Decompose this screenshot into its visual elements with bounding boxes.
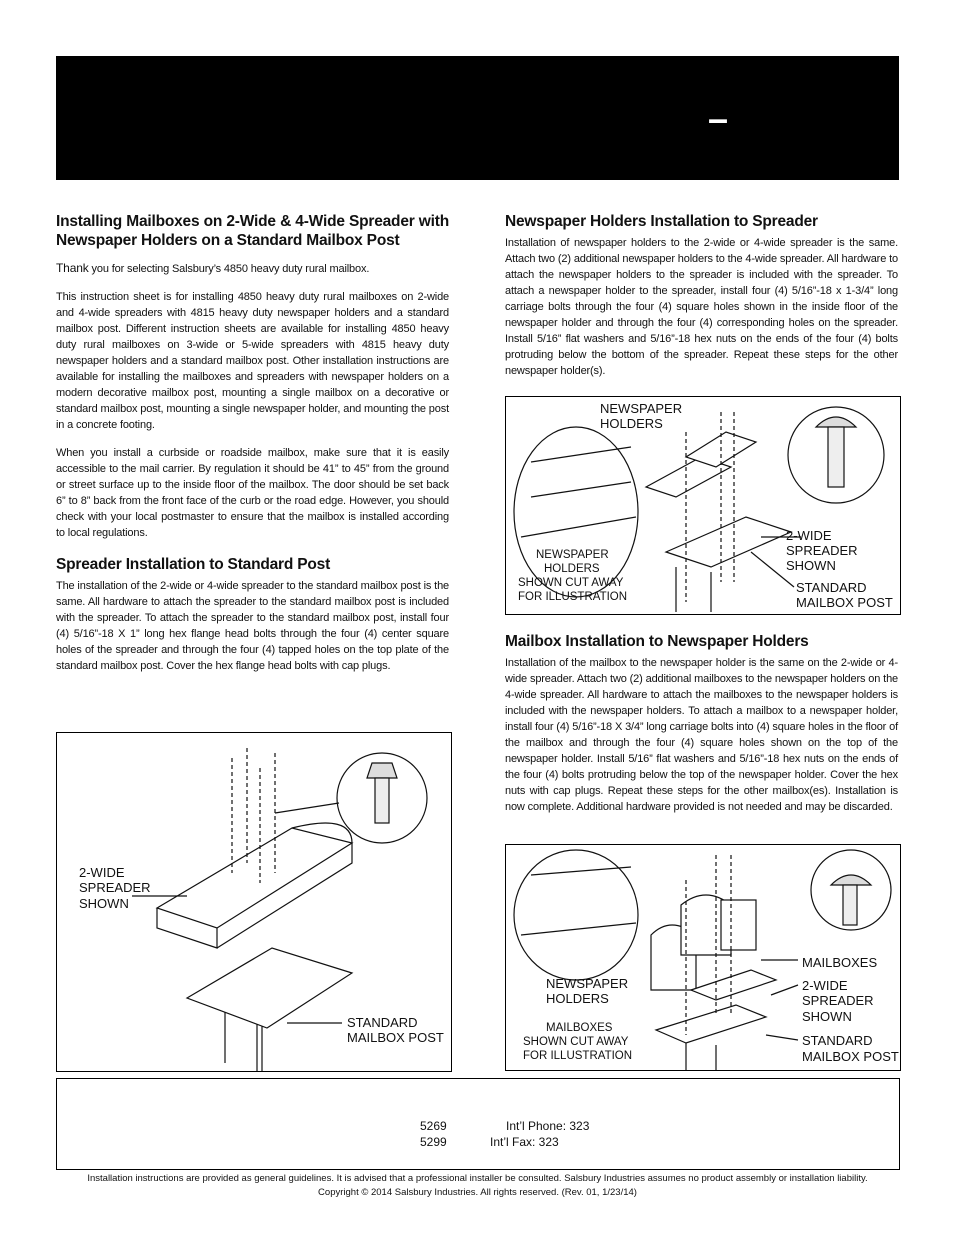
figure-holders-spreader-drawing	[506, 397, 900, 614]
mailbox-section	[505, 632, 898, 827]
newspaper-paragraph: Installation of newspaper holders to the 2-wide or 4-wide spreader is the same. Attach two (2) additional newspaper holders to the 4-wide spreader. All hardware to attach the newspaper holders to the spreader is included with the spreader. To attach a newspaper holder to the spreader, install four (4) 5/16”-18 x 1-3/4” long carriage bolts through the four (4) square holes shown in the inside floor of the newspaper holder and through the four (4) corresponding holes on the spreader. Install 5/16” flat washers and 5/16”-18 hex nuts on the ends of the four (4) bolts protruding below the bottom of the spreader. Repeat these steps for the other newspaper holder(s).	[505, 237, 898, 377]
thank-paragraph	[56, 260, 449, 277]
fig2-label-cut-4: FOR ILLUSTRATION	[518, 591, 628, 603]
intl-phone: Int’l Phone: 323	[506, 1119, 590, 1133]
fig2-label-spreader-1: 2-WIDE	[786, 528, 832, 543]
fig3-label-post-2: MAILBOX POST	[802, 1049, 899, 1064]
mailbox-paragraph: Installation of the mailbox to the newspaper holder is the same on the 2-wide or 4-wide spreader. Attach two (2) additional mailboxes to the newspaper holders on the 4-wide spreader. All hardware to attach the mailboxes to the newspaper holders is included with the newspaper holders. To attach a mailbox to a newspaper holder, install four (4) 5/16”-18 X 3/4” long carriage bolts into (4) square holes in the floor of the mailbox and through the four (4) square holes shown on the top of the newspaper holder. Install 5/16” flat washers and 5/16”-18 hex nuts on the ends of the four (4) bolts protruding below the top of the newspaper holder. Cover the hex nuts with cap plugs. Repeat these steps for the other mailbox(es). Installation is now complete. Additional hardware provided is not needed and may be discarded.	[505, 657, 898, 813]
figure-mailboxes-holders-drawing	[506, 845, 900, 1070]
fig1-label-spreader-3: SHOWN	[79, 896, 129, 911]
right-column	[505, 212, 898, 391]
fig2-label-post-2: MAILBOX POST	[796, 595, 893, 610]
thank-lead: Thank	[56, 261, 89, 275]
thank-rest: you for selecting Salsbury’s 4850 heavy duty rural mailbox.	[88, 263, 370, 275]
mailbox-heading: Mailbox Installation to Newspaper Holders	[505, 633, 809, 650]
regulation-paragraph: When you install a curbside or roadside mailbox, make sure that it is easily accessible to the mail carrier. By regulation it should be 41” to 45” from the ground or street surface up to the inside floor of the mailbox. The door should be set back 6” to 8” back from the front face of the curb or the road edge. However, you should check with your local postmaster to ensure that the mailbox is installed according to local regulations.	[56, 447, 449, 539]
fig2-label-spreader-2: SPREADER	[786, 543, 858, 558]
contact-box	[56, 1078, 900, 1170]
fig3-label-spreader-3: SHOWN	[802, 1009, 852, 1024]
fig3-label-holders-2: HOLDERS	[546, 991, 609, 1006]
fig1-label-spreader-2: SPREADER	[79, 880, 151, 895]
fig3-label-holders-1: NEWSPAPER	[546, 976, 629, 991]
fig2-label-cut-1: NEWSPAPER	[536, 549, 609, 561]
fig1-label-post-2: MAILBOX POST	[347, 1030, 444, 1045]
fig3-label-post-1: STANDARD	[802, 1033, 873, 1048]
fig2-label-cut-3: SHOWN CUT AWAY	[518, 577, 624, 589]
figure-mailboxes-holders	[505, 844, 901, 1071]
footer	[56, 1172, 899, 1200]
spreader-paragraph: The installation of the 2-wide or 4-wide spreader to the standard mailbox post is the same. All hardware to attach the spreader to the standard mailbox post is included with the spreader. To attach the spreader to the standard mailbox post, install four (4) 5/16”-18 X 1” long hex flange head bolts through the four (4) center square holes of the spreader and through the four (4) tapped holes on the top plate of the standard mailbox post. Cover the hex flange head bolts with cap plugs.	[56, 580, 449, 672]
spreader-heading: Spreader Installation to Standard Post	[56, 556, 331, 573]
newspaper-heading: Newspaper Holders Installation to Spreader	[505, 213, 818, 230]
banner-dash: –	[708, 98, 729, 139]
header-banner	[56, 56, 899, 180]
fig3-label-cut-2: SHOWN CUT AWAY	[523, 1036, 629, 1048]
figure-holders-spreader	[505, 396, 901, 615]
phone-number: 5269	[420, 1119, 447, 1133]
fig3-label-cut-1: MAILBOXES	[546, 1022, 613, 1034]
fig1-label-spreader-1: 2-WIDE	[79, 865, 125, 880]
fig2-label-post-1: STANDARD	[796, 580, 867, 595]
fig2-label-holders-2: HOLDERS	[600, 416, 663, 431]
page-title: Installing Mailboxes on 2-Wide & 4-Wide Spreader with Newspaper Holders on a Standard Mailbox Post	[56, 213, 449, 249]
intro-paragraph: This instruction sheet is for installing 4850 heavy duty rural mailboxes on 2-wide and 4-wide spreaders with 4815 heavy duty newspaper holders and a standard mailbox post. Different instruction sheets are available for installing 4850 heavy duty rural mailboxes on 3-wide or 5-wide spreaders with 4815 heavy duty newspaper holders and a standard mailbox post. Other installation instructions are available for installing the mailboxes and spreaders with newspaper holders on a modern decorative mailbox post, mounting a single mailbox on a decorative or standard mailbox post, mounting a single newspaper holder, and mounting the post in a concrete footing.	[56, 291, 449, 431]
disclaimer-text: Installation instructions are provided as general guidelines. It is advised that a professional installer be consulted. Salsbury Industries assumes no product assembly or installation liability.	[87, 1173, 868, 1184]
fig2-label-holders-1: NEWSPAPER	[600, 401, 683, 416]
figure-spreader-post	[56, 732, 452, 1072]
fig1-label-post-1: STANDARD	[347, 1015, 418, 1030]
fig3-label-spreader-1: 2-WIDE	[802, 978, 848, 993]
fig2-label-spreader-3: SHOWN	[786, 558, 836, 573]
fax-number: 5299	[420, 1135, 447, 1149]
fig3-label-spreader-2: SPREADER	[802, 993, 874, 1008]
fig3-label-cut-3: FOR ILLUSTRATION	[523, 1050, 633, 1062]
fig3-label-mailboxes: MAILBOXES	[802, 955, 878, 970]
left-column	[56, 212, 449, 686]
figure-spreader-post-drawing	[57, 733, 451, 1071]
copyright-text: Copyright © 2014 Salsbury Industries. All rights reserved. (Rev. 01, 1/23/14)	[318, 1187, 637, 1198]
intl-fax: Int’l Fax: 323	[490, 1135, 559, 1149]
fig2-label-cut-2: HOLDERS	[544, 563, 600, 575]
